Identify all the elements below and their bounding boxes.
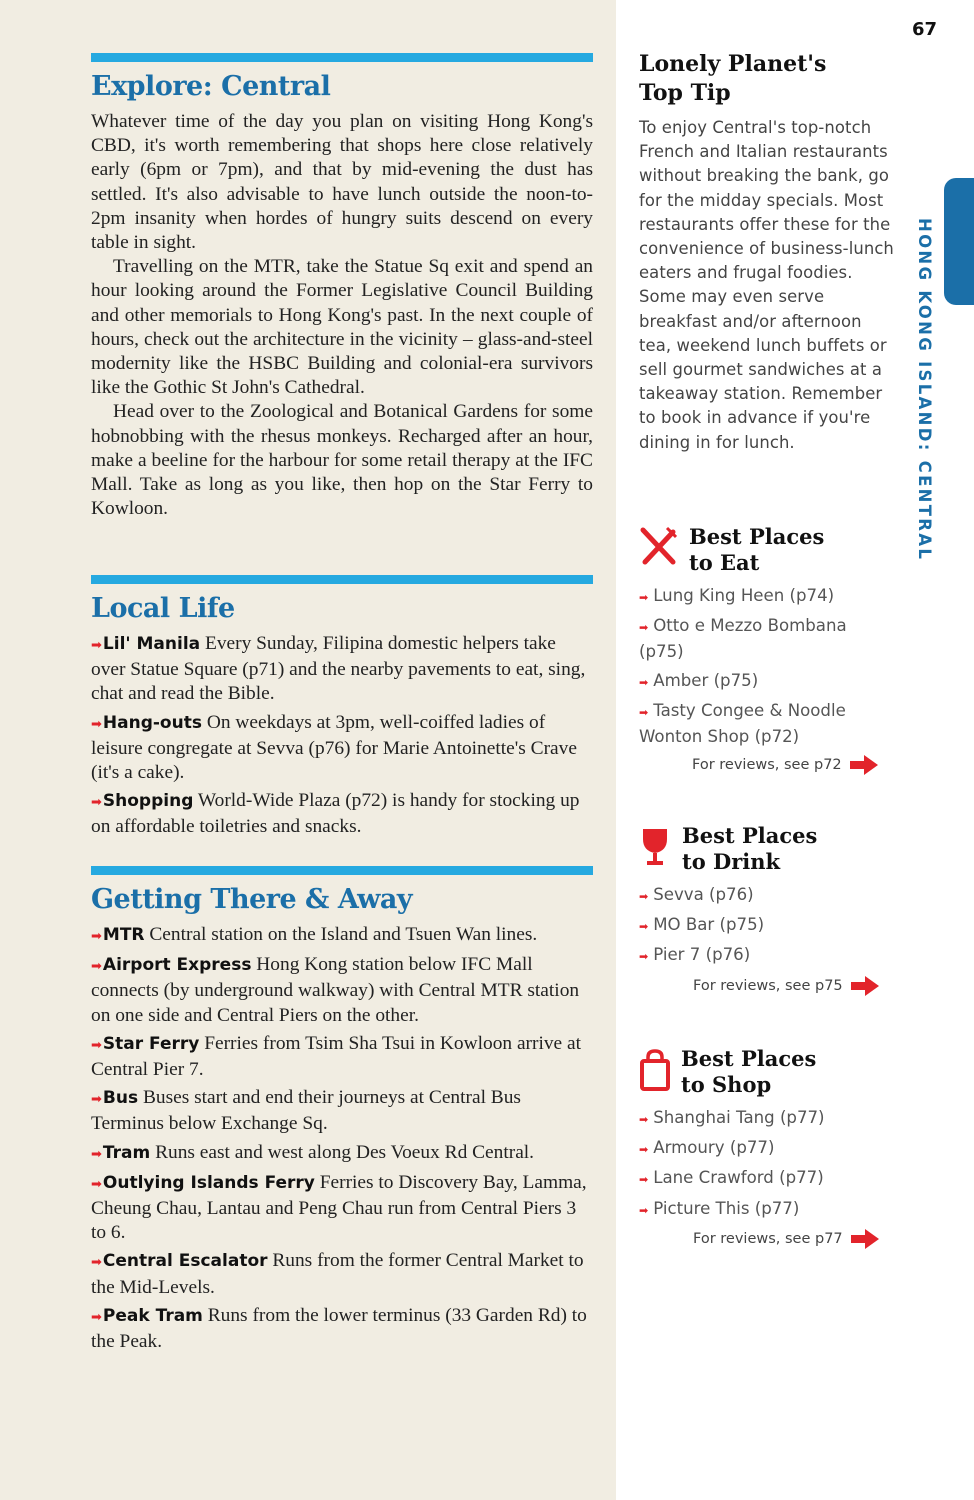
arrow-bullet-icon: ➡ [639, 920, 649, 934]
best-shop-title [681, 1046, 816, 1098]
best-eat-reviews-text[interactable]: For reviews, see p72 [692, 757, 842, 774]
explore-title: Explore: Central [91, 71, 331, 102]
best-drink-title-line1: Best Places [682, 823, 818, 848]
place-name: Sevva (p76) [653, 885, 754, 904]
explore-paragraph-1: Whatever time of the day you plan on visiting Hong Kong's CBD, it's worth remembering that shops here close relatively early (6pm or 7pm), and that by mid-evening the dust has settled. It's also advisable to have lunch outside the noon-to-2pm insanity when hordes of hungry suits descend on every table in sight. [91, 111, 593, 254]
section-rule [91, 575, 593, 584]
place-name: MO Bar (p75) [653, 915, 765, 935]
section-rule [91, 866, 593, 875]
arrow-bullet-icon: ➡ [91, 1146, 102, 1162]
explore-section [91, 53, 593, 521]
list-item [91, 1141, 593, 1167]
list-item [639, 669, 889, 695]
local-life-list [91, 632, 593, 840]
best-drink-reviews[interactable] [639, 976, 889, 996]
best-eat-title [689, 524, 824, 576]
arrow-bullet-icon: ➡ [639, 890, 649, 903]
best-shop-reviews[interactable] [639, 1229, 889, 1249]
place-name: Pier 7 (p76) [653, 945, 751, 965]
best-drink-box [639, 823, 889, 996]
item-text: Ferries to Discovery Bay, Lamma, Cheung Chau, Lantau and Peng Chau run from Central Piers 3 to 6. [91, 1171, 587, 1244]
list-item [91, 1032, 593, 1082]
list-item [639, 1136, 889, 1162]
fork-knife-icon [639, 526, 677, 566]
place-name: Amber (p75) [653, 670, 759, 690]
arrow-bullet-icon: ➡ [91, 1255, 102, 1271]
arrow-bullet-icon: ➡ [91, 929, 102, 944]
list-item [91, 953, 593, 1028]
item-text: Central station on the Island and Tsuen Wan lines. [144, 924, 538, 945]
wine-glass-icon [639, 825, 671, 869]
list-item [91, 1249, 593, 1299]
arrow-bullet-icon: ➡ [639, 950, 649, 964]
arrow-bullet-icon: ➡ [639, 1203, 649, 1217]
best-eat-box [639, 524, 889, 775]
list-item [639, 913, 889, 939]
item-text: World-Wide Plaza (p72) is handy for stocking up on affordable toiletries and snacks. [91, 790, 580, 838]
best-shop-box [639, 1046, 889, 1249]
item-text: On weekdays at 3pm, well-coiffed ladies of leisure congregate at Sevva (p76) for Marie Antoinette's Crave (it's a cake). [91, 711, 577, 784]
list-item [639, 1106, 889, 1132]
arrow-bullet-icon: ➡ [91, 795, 102, 811]
getting-there-title: Getting There & Away [91, 884, 413, 915]
best-drink-title [682, 823, 817, 875]
local-life-section [91, 575, 593, 844]
getting-there-list [91, 923, 593, 1354]
arrow-bullet-icon: ➡ [639, 621, 649, 635]
item-lead: Tram [102, 1142, 151, 1163]
list-item [91, 789, 593, 839]
list-item [91, 1304, 593, 1354]
item-lead: Central Escalator [102, 1251, 268, 1272]
arrow-bullet-icon: ➡ [91, 1176, 102, 1192]
shopping-bag-icon [639, 1048, 671, 1092]
list-item [639, 1166, 889, 1192]
item-lead: Shopping [102, 791, 194, 812]
arrow-bullet-icon: ➡ [91, 638, 102, 653]
list-item [91, 923, 593, 949]
side-thumb-tab [944, 178, 974, 305]
best-shop-reviews-text[interactable]: For reviews, see p77 [693, 1230, 843, 1247]
place-name: Lane Crawford (p77) [653, 1168, 824, 1188]
arrow-bullet-icon: ➡ [639, 1143, 649, 1157]
list-item [639, 584, 889, 610]
local-life-title: Local Life [91, 593, 235, 624]
item-lead: Hang-outs [102, 712, 202, 733]
best-shop-title-line2: to Shop [681, 1072, 772, 1097]
place-name: Picture This (p77) [653, 1198, 800, 1218]
best-drink-reviews-text[interactable]: For reviews, see p75 [693, 977, 843, 994]
item-lead: Star Ferry [102, 1033, 200, 1054]
arrow-bullet-icon: ➡ [91, 1037, 102, 1053]
arrow-bullet-icon: ➡ [639, 1173, 649, 1187]
arrow-bullet-icon: ➡ [91, 1309, 102, 1325]
place-name: Armoury (p77) [653, 1138, 775, 1158]
item-text: Hong Kong station below IFC Mall connects (by underground walkway) with Central MTR station on one side and Central Piers on the other. [91, 954, 580, 1026]
arrow-bullet-icon: ➡ [639, 705, 649, 719]
top-tip-text: To enjoy Central's top-notch French and Italian restaurants without breaking the bank, go for the midday specials. Most restaurants offer these for the convenience of business-lunch eaters and frugal foodies. Some may even serve breakfast and/or afternoon tea, weekend lunch buffets or sell gourmet sandwiches at a takeaway station. Remember to book in advance if you're dining in for lunch. [639, 118, 894, 452]
item-lead: Airport Express [102, 955, 252, 976]
arrow-bullet-icon: ➡ [91, 716, 102, 732]
list-item [639, 699, 889, 749]
item-text: Runs from the lower terminus (33 Garden Rd) to the Peak. [91, 1304, 587, 1353]
item-lead: MTR [102, 925, 145, 945]
place-name: Otto e Mezzo Bombana (p75) [639, 616, 847, 662]
getting-there-section [91, 866, 593, 1358]
top-tip-title [639, 50, 879, 108]
item-text: Runs east and west along Des Voeux Rd Central. [150, 1141, 535, 1163]
item-lead: Outlying Islands Ferry [102, 1172, 315, 1193]
best-drink-title-line2: to Drink [682, 849, 781, 874]
item-lead: Lil' Manila [102, 634, 201, 654]
side-chapter-title: HONG KONG ISLAND: CENTRAL [915, 218, 934, 562]
explore-paragraph-2: Travelling on the MTR, take the Statue Sq exit and spend an hour looking around the Former Legislative Council Building and other memorials to Hong Kong's past. In the next couple of hours, check out the architecture in the vicinity – glass-and-steel modernity like the HSBC Building and colonial-era survivors like the Gothic St John's Cathedral. [91, 256, 593, 399]
item-lead: Bus [102, 1088, 139, 1109]
best-eat-title-line2: to Eat [689, 550, 760, 575]
place-name: Shanghai Tang (p77) [653, 1108, 825, 1127]
arrow-bullet-icon: ➡ [639, 1113, 649, 1126]
best-drink-list [639, 883, 889, 970]
arrow-bullet-icon: ➡ [91, 959, 102, 975]
best-shop-title-line1: Best Places [681, 1046, 817, 1071]
list-item [91, 1086, 593, 1136]
arrow-right-icon [850, 755, 878, 775]
list-item [639, 883, 889, 909]
section-rule [91, 53, 593, 62]
list-item [639, 1197, 889, 1223]
item-text: Runs from the former Central Market to the Mid-Levels. [91, 1250, 584, 1298]
top-tip-title-line2: Top Tip [639, 80, 731, 106]
item-text: Every Sunday, Filipina domestic helpers take over Statue Square (p71) and the nearby pavements to eat, sing, chat and read the Bible. [91, 633, 586, 705]
best-eat-list [639, 584, 889, 749]
list-item [91, 632, 593, 707]
page-number: 67 [912, 19, 938, 40]
item-lead: Peak Tram [102, 1305, 203, 1326]
arrow-bullet-icon: ➡ [91, 1092, 102, 1108]
place-name: Lung King Heen (p74) [653, 586, 835, 605]
place-name: Tasty Congee & Noodle Wonton Shop (p72) [639, 700, 846, 747]
item-text: Buses start and end their journeys at Central Bus Terminus below Exchange Sq. [91, 1087, 521, 1135]
arrow-right-icon [851, 1229, 879, 1249]
arrow-bullet-icon: ➡ [639, 675, 649, 689]
list-item [91, 711, 593, 786]
best-eat-title-line1: Best Places [689, 524, 825, 549]
item-text: Ferries from Tsim Sha Tsui in Kowloon arrive at Central Pier 7. [91, 1032, 581, 1081]
list-item [91, 1171, 593, 1246]
best-shop-list [639, 1106, 889, 1223]
arrow-bullet-icon: ➡ [639, 591, 649, 604]
arrow-right-icon [851, 976, 879, 996]
top-tip-title-line1: Lonely Planet's [639, 51, 827, 77]
list-item [639, 943, 889, 969]
best-eat-reviews[interactable] [639, 755, 889, 775]
explore-paragraph-3: Head over to the Zoological and Botanical Gardens for some hobnobbing with the rhesus monkeys. Recharged after an hour, make a beeline for the harbour for some retail therapy at the IFC Mall. Take as long as you like, then hop on the Star Ferry to Kowloon. [91, 401, 593, 520]
list-item [639, 614, 889, 664]
